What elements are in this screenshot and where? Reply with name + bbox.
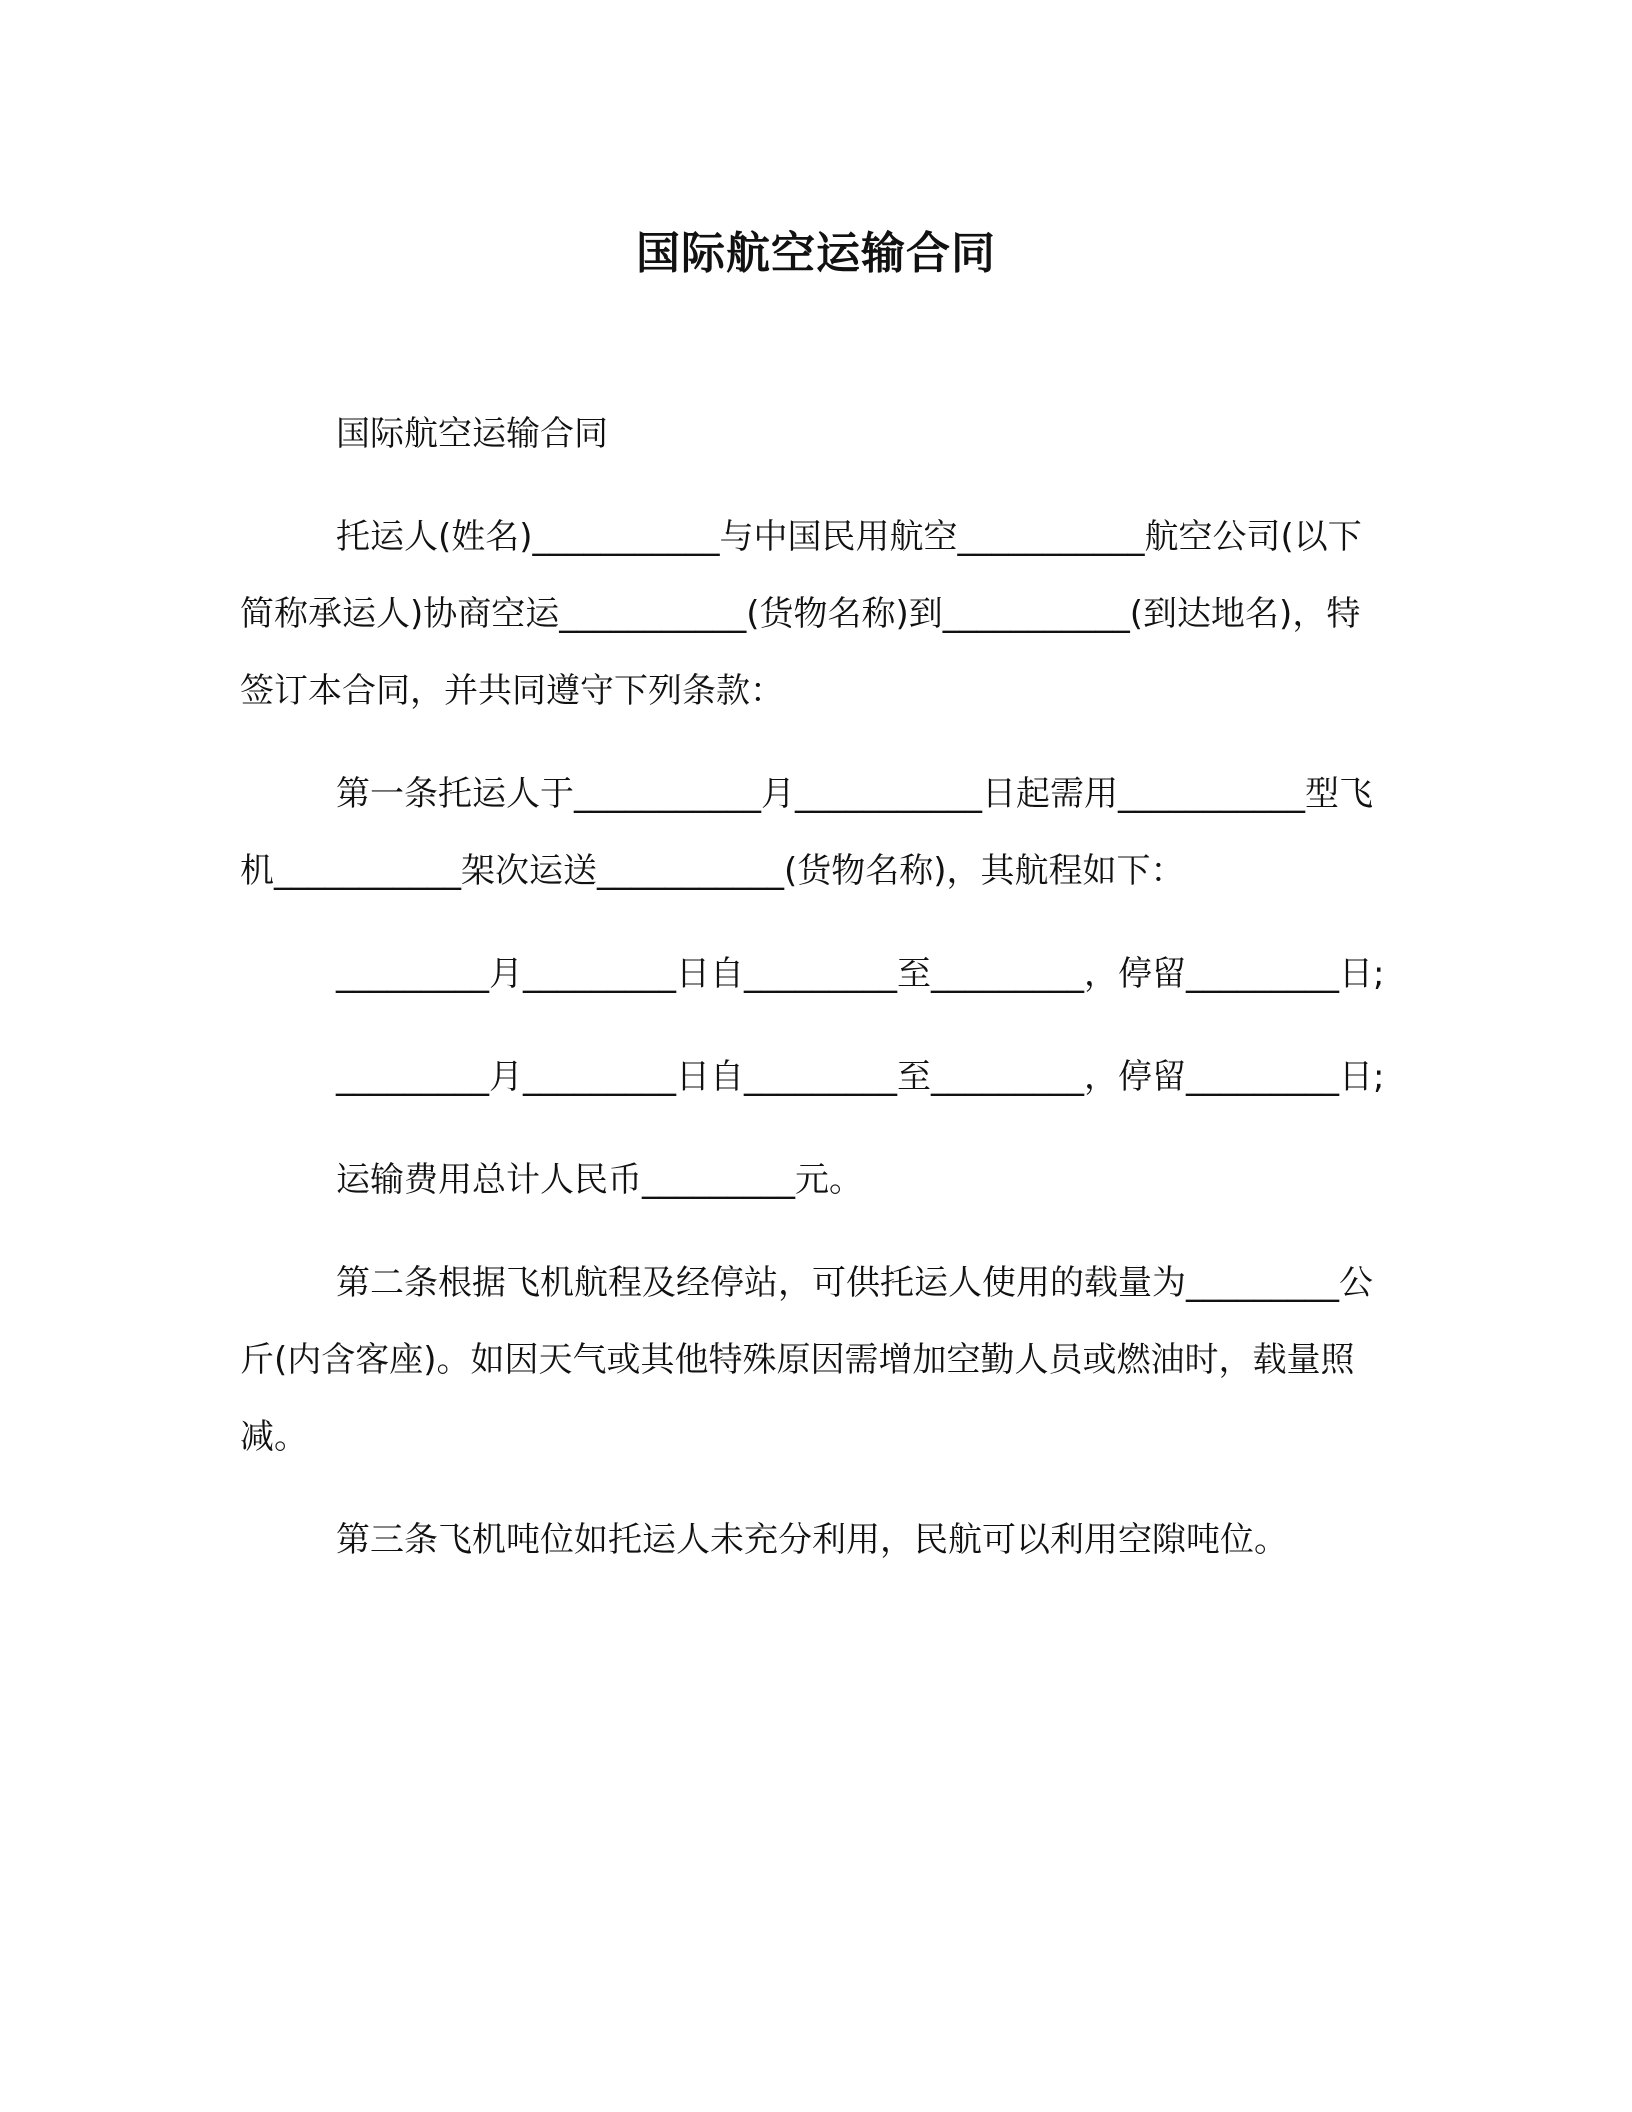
itinerary-line-1: _________月_________日自_________至_________，停留_________日; (336, 954, 1385, 994)
total-fee: 运输费用总计人民币_________元。 (336, 1160, 863, 1200)
itinerary-line-2: _________月_________日自_________至_________，停留_________日; (336, 1057, 1385, 1097)
document-title: 国际航空运输合同 (636, 228, 996, 279)
contract-preamble: 托运人(姓名)___________与中国民用航空___________航空公司(以下简称承运人)协商空运___________(货物名称)到___________(到达地名)，特签订本合同，并共同遵守下列条款： (240, 517, 1362, 711)
article-one: 第一条托运人于___________月___________日起需用___________型飞机___________架次运送___________(货物名称)，其航程如下： (240, 774, 1373, 891)
article-three: 第三条飞机吨位如托运人未充分利用，民航可以利用空隙吨位。 (336, 1520, 1288, 1560)
article-two: 第二条根据飞机航程及经停站，可供托运人使用的载量为_________公斤(内含客座)。如因天气或其他特殊原因需增加空勤人员或燃油时，载量照减。 (240, 1263, 1373, 1457)
document-body (240, 396, 1390, 1579)
contract-subtitle: 国际航空运输合同 (336, 414, 608, 454)
